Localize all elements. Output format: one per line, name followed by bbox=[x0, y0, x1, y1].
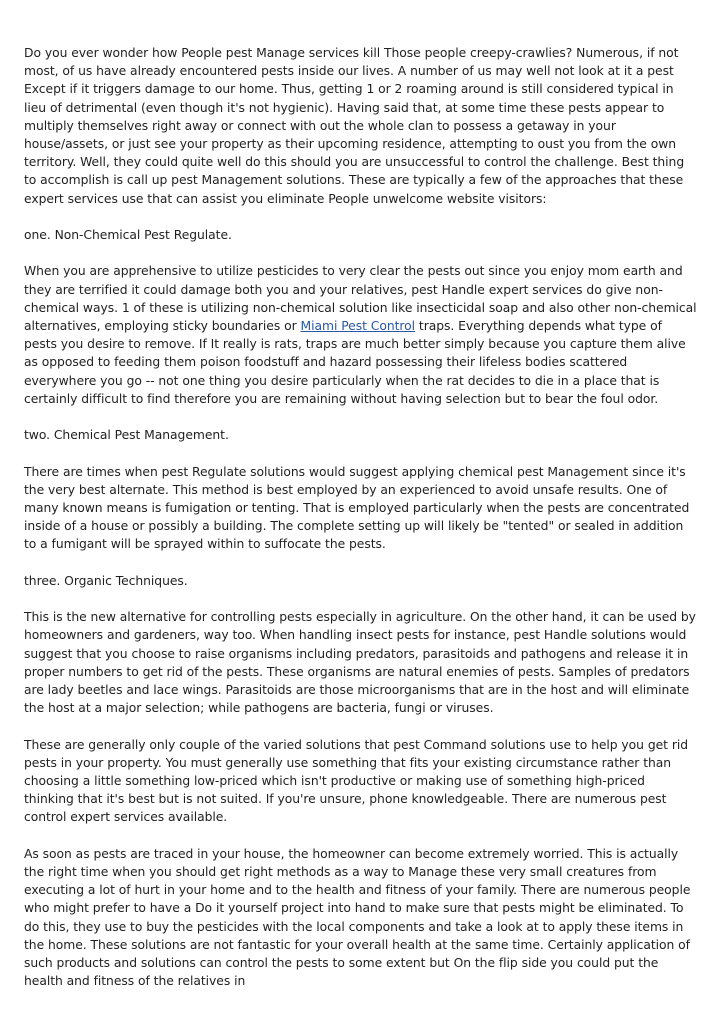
organic-paragraph: This is the new alternative for controlling pests especially in agriculture. On the other hand, it can be used by homeowners and gardeners, way too. When handling insect pests for instance, pest Handle solutions would suggest that you choose to raise organisms including predators, parasitoids and pathogens and release it in proper numbers to get rid of the pests. These organisms are natural enemies of pests. Samples of predators are lady beetles and lace wings. Parasitoids are those microorganisms that are in the host and will eliminate the host at a major selection; while pathogens are bacteria, fungi or viruses. bbox=[24, 610, 696, 716]
section-heading-non-chemical: one. Non-Chemical Pest Regulate. bbox=[24, 228, 232, 243]
homeowner-paragraph: As soon as pests are traced in your house, the homeowner can become extremely worried. This is actually the right time when you should get right methods as a way to Manage these very small creatures from executing a lot of hurt in your home and to the health and fitness of your family. There are numerous people who might prefer to have a Do it yourself project into hand to make sure that pests might be eliminated. To do this, they use to buy the pesticides with the local components and take a look at to apply these items in the home. These solutions are not fantastic for your overall health at the same time. Certainly application of such products and solutions can control the pests to some extent but On the flip side you could put the health and fitness of the relatives in bbox=[24, 846, 691, 989]
section-heading-organic: three. Organic Techniques. bbox=[24, 573, 188, 588]
non-chemical-text-after-link: traps. Everything depends what type of pests you desire to remove. If It really is rats, traps are much better simply because you capture them alive as opposed to feeding them poison foodstuff and hazard possessing their lifeless bodies scattered everywhere you go -- not one thing you desire particularly when the rat decides to die in a place that is certainly difficult to find therefore you are remaining without having selection but to bear the foul odor. bbox=[24, 319, 686, 406]
article-body bbox=[24, 44, 698, 1009]
section-heading-chemical: two. Chemical Pest Management. bbox=[24, 428, 229, 443]
non-chemical-text-before-link: When you are apprehensive to utilize pesticides to very clear the pests out since you enjoy mom earth and they are terrified it could damage both you and your relatives, pest Handle expert services do give non-chemical ways. 1 of these is utilizing non-chemical solution like insecticidal soap and also other non-chemical alternatives, employing sticky boundaries or bbox=[24, 264, 697, 334]
non-chemical-paragraph bbox=[24, 262, 698, 408]
intro-paragraph: Do you ever wonder how People pest Manage services kill Those people creepy-crawlies? Numerous, if not most, of us have already encountered pests inside our lives. A number of us may well not look at it a pest Except if it triggers damage to our home. Thus, getting 1 or 2 roaming around is still considered typical in lieu of detrimental (even though it's not hygienic). Having said that, at some time these pests appear to multiply themselves right away or connect with out the whole clan to possess a getaway in your house/assets, or just see your property as their upcoming residence, attempting to oust you from the own territory. Well, they could quite well do this should you are unsuccessful to control the challenge. Best thing to accomplish is call up pest Management solutions. These are typically a few of the approaches that these expert services use that can assist you eliminate People unwelcome website visitors: bbox=[24, 46, 685, 206]
miami-pest-control-link[interactable]: Miami Pest Control bbox=[300, 319, 416, 334]
chemical-paragraph: There are times when pest Regulate solutions would suggest applying chemical pest Management since it's the very best alternate. This method is best employed by an experienced to avoid unsafe results. One of many known means is fumigation or tenting. That is employed particularly when the pests are concentrated inside of a house or possibly a building. The complete setting up will likely be "tented" or sealed in addition to a fumigant will be sprayed within to suffocate the pests. bbox=[24, 464, 690, 552]
summary-paragraph: These are generally only couple of the varied solutions that pest Command solutions use to help you get rid pests in your property. You must generally use something that fits your existing circumstance rather than choosing a little something low-priced which isn't productive or making use of something high-priced thinking that it's best but is not suited. If you're unsure, phone knowledgeable. There are numerous pest control expert services available. bbox=[24, 737, 689, 825]
